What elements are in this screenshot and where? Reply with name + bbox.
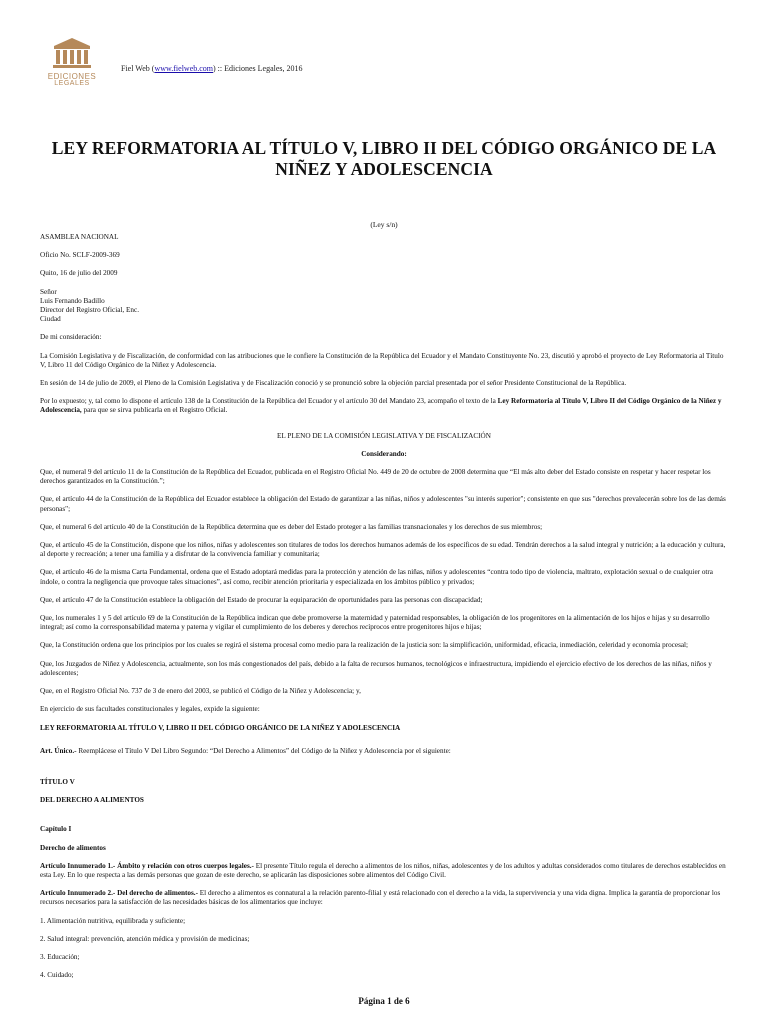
- recipient-senor: Señor: [40, 287, 57, 296]
- capitulo-heading: Capítulo I: [40, 825, 72, 834]
- considerando-item: Que, los numerales 1 y 5 del artículo 69 de la Constitución de la República indican que debe promoverse la maternidad y paternidad responsables, la obligación de los progenitores en la alimentación de los hijos e hijas y su desarrollo integral; así como la corresponsabilidad materna y paterna y vigilar el cumplimiento de los deberes y derechos recíprocos entre progenitores hijos e hijas;: [40, 614, 710, 632]
- considerando-heading: Considerando:: [361, 449, 407, 458]
- intro-paragraph-3: [40, 397, 728, 415]
- p3-law-name: Ley Reformatoria al Título V, Libro II del Código Orgánico de la Niñez y Adolescencia,: [40, 397, 722, 415]
- considerando-item: Que, el artículo 44 de la Constitución de la República del Ecuador establece la obligación del Estado de garantizar a las niñas, niños y adolescentes "su interés superior"; consistente en que sus "derechos prevalecerán sobre los de las demás personas";: [40, 495, 726, 513]
- intro-paragraph-2: En sesión de 14 de julio de 2009, el Pleno de la Comisión Legislativa y de Fiscalización conoció y se pronunció sobre la objeción parcial presentada por el señor Presidente Constitucional de la República.: [40, 379, 627, 388]
- list-item: 2. Salud integral: prevención, atención médica y provisión de medicinas;: [40, 934, 250, 943]
- p3-text-c: para que se sirva publicarla en el Registro Oficial.: [81, 406, 228, 415]
- art1-label: Artículo Innumerado 1.- Ámbito y relación con otros cuerpos legales.-: [40, 861, 254, 870]
- list-item: 4. Cuidado;: [40, 971, 74, 980]
- art-unico-paragraph: [40, 747, 728, 756]
- art1-text: El presente Título regula el derecho a alimentos de los niños, niñas, adolescentes y de los adultos y adultas considerados como titulares de derechos establecidos en esta Ley. En lo que respecta a las demás personas que gozan de este derecho, se aplicarán las disposiciones sobre alimentos del Código Civil.: [40, 861, 726, 879]
- titulo-v-heading: TÍTULO V: [40, 777, 75, 786]
- header-prefix: Fiel Web (: [121, 64, 155, 73]
- temple-icon: [46, 36, 98, 70]
- considerando-item: Que, la Constitución ordena que los principios por los cuales se regirá el sistema procesal como medio para la realización de la justicia son: la simplificación, uniformidad, eficacia, inmediación, celeridad y economía procesal;: [40, 641, 689, 650]
- considerando-item: Que, el artículo 47 de la Constitución establece la obligación del Estado de procurar la equiparación de oportunidades para las personas con discapacidad;: [40, 595, 483, 604]
- document-subtitle: (Ley s/n): [370, 220, 398, 229]
- derecho-de-alimentos-heading: Derecho de alimentos: [40, 843, 106, 852]
- ejercicio-line: En ejercicio de sus facultades constitucionales y legales, expide la siguiente:: [40, 705, 260, 714]
- saludo-line: De mi consideración:: [40, 333, 102, 342]
- art-unico-text: Reemplácese el Título V Del Libro Segundo: “Del Derecho a Alimentos” del Código de la Niñez y Adolescencia por el siguiente:: [76, 746, 451, 755]
- considerando-item: Que, los Juzgados de Niñez y Adolescencia, actualmente, son los más congestionados del país, debido a la falta de recursos humanos, tecnológicos e infraestructura, impidiendo el ejercicio efectivo de los derechos de las niñas, niños y adolescentes;: [40, 659, 712, 677]
- logo-text-ediciones: EDICIONES: [47, 72, 97, 81]
- recipient-ciudad: Ciudad: [40, 315, 61, 324]
- art2-label: Artículo Innumerado 2.- Del derecho de alimentos.-: [40, 889, 198, 898]
- document-title: LEY REFORMATORIA AL TÍTULO V, LIBRO II DEL CÓDIGO ORGÁNICO DE LA NIÑEZ Y ADOLESCENCIA: [51, 138, 717, 179]
- considerando-item: Que, el artículo 45 de la Constitución, dispone que los niños, niñas y adolescentes son titulares de todos los derechos humanos además de los específicos de su edad. Tendrán derechos a la salud integral y nutrición; a la educación y cultura, al deporte y recreación; a tener una familia y a disfrutar de la convivencia familiar y comunitaria;: [40, 541, 726, 559]
- art2-text: El derecho a alimentos es connatural a la relación parento-filial y está relacionado con el derecho a la vida, la supervivencia y una vida digna. Implica la garantía de proporcionar los recursos necesarios para la satisfacción de las necesidades básicas de los alimentarios que incluye:: [40, 889, 721, 907]
- list-item: 3. Educación;: [40, 952, 80, 961]
- page-number: Página 1 de 6: [358, 996, 410, 1006]
- ley-title-line: LEY REFORMATORIA AL TÍTULO V, LIBRO II DEL CÓDIGO ORGÁNICO DE LA NIÑEZ Y ADOLESCENCIA: [40, 723, 401, 732]
- recipient-nombre: Luis Fernando Badillo: [40, 296, 105, 305]
- header-suffix: ) :: Ediciones Legales, 2016: [213, 64, 303, 73]
- intro-paragraph-1: La Comisión Legislativa y de Fiscalización, de conformidad con las atribuciones que le confiere la Constitución de la República del Ecuador y el Mandato Constituyente No. 23, discutió y aprobó el proyecto de Ley Reformatoria al Título V, Libro 11 del Código Orgánico de la Niñez y Adolescencia.: [40, 351, 724, 369]
- considerando-item: Que, el numeral 9 del artículo 11 de la Constitución de la República del Ecuador, publicada en el Registro Oficial No. 449 de 20 de octubre de 2008 determina que “El más alto deber del Estado consiste en respetar y hacer respetar los derechos garantizados en la Constitución.”;: [40, 468, 711, 486]
- considerando-item: Que, en el Registro Oficial No. 737 de 3 de enero del 2003, se publicó el Código de la Niñez y Adolescencia; y,: [40, 687, 361, 696]
- fecha-line: Quito, 16 de julio del 2009: [40, 269, 118, 278]
- recipient-cargo: Director del Registro Oficial, Enc.: [40, 306, 139, 315]
- pleno-heading: EL PLENO DE LA COMISIÓN LEGISLATIVA Y DE FISCALIZACIÓN: [277, 431, 491, 440]
- art-unico-label: Art. Único.-: [40, 746, 77, 755]
- asamblea-line: ASAMBLEA NACIONAL: [40, 233, 119, 241]
- derecho-alimentos-heading: DEL DERECHO A ALIMENTOS: [40, 796, 144, 805]
- fielweb-link[interactable]: www.fielweb.com: [154, 64, 214, 73]
- oficio-line: Oficio No. SCLF-2009-369: [40, 251, 120, 260]
- considerando-item: Que, el numeral 6 del artículo 40 de la Constitución de la República determina que es deber del Estado proteger a las familias transnacionales y los derechos de sus miembros;: [40, 522, 543, 531]
- logo-text-legales: LEGALES: [54, 80, 90, 87]
- articulo-innumerado-2: [40, 889, 728, 907]
- document-body: [40, 233, 728, 989]
- recipient-block: [40, 288, 728, 325]
- considerando-item: Que, el artículo 46 de la misma Carta Fundamental, ordena que el Estado adoptará medidas para la protección y atención de las niñas, niños y adolescentes “contra todo tipo de violencia, maltrato, explotación sexual o de cualquier otra índole, o contra la negligencia que provoque tales situaciones”, así como, recibir atención prioritaria y especializada en los ámbitos público y privados;: [40, 568, 713, 586]
- articulo-innumerado-1: [40, 862, 728, 880]
- header-source-line: [121, 64, 303, 73]
- list-item: 1. Alimentación nutritiva, equilibrada y suficiente;: [40, 916, 186, 925]
- p3-text-a: Por lo expuesto; y, tal como lo dispone el artículo 138 de la Constitución de la República del Ecuador y el artículo 30 del Mandato 23, acompaño el texto de la: [40, 397, 498, 406]
